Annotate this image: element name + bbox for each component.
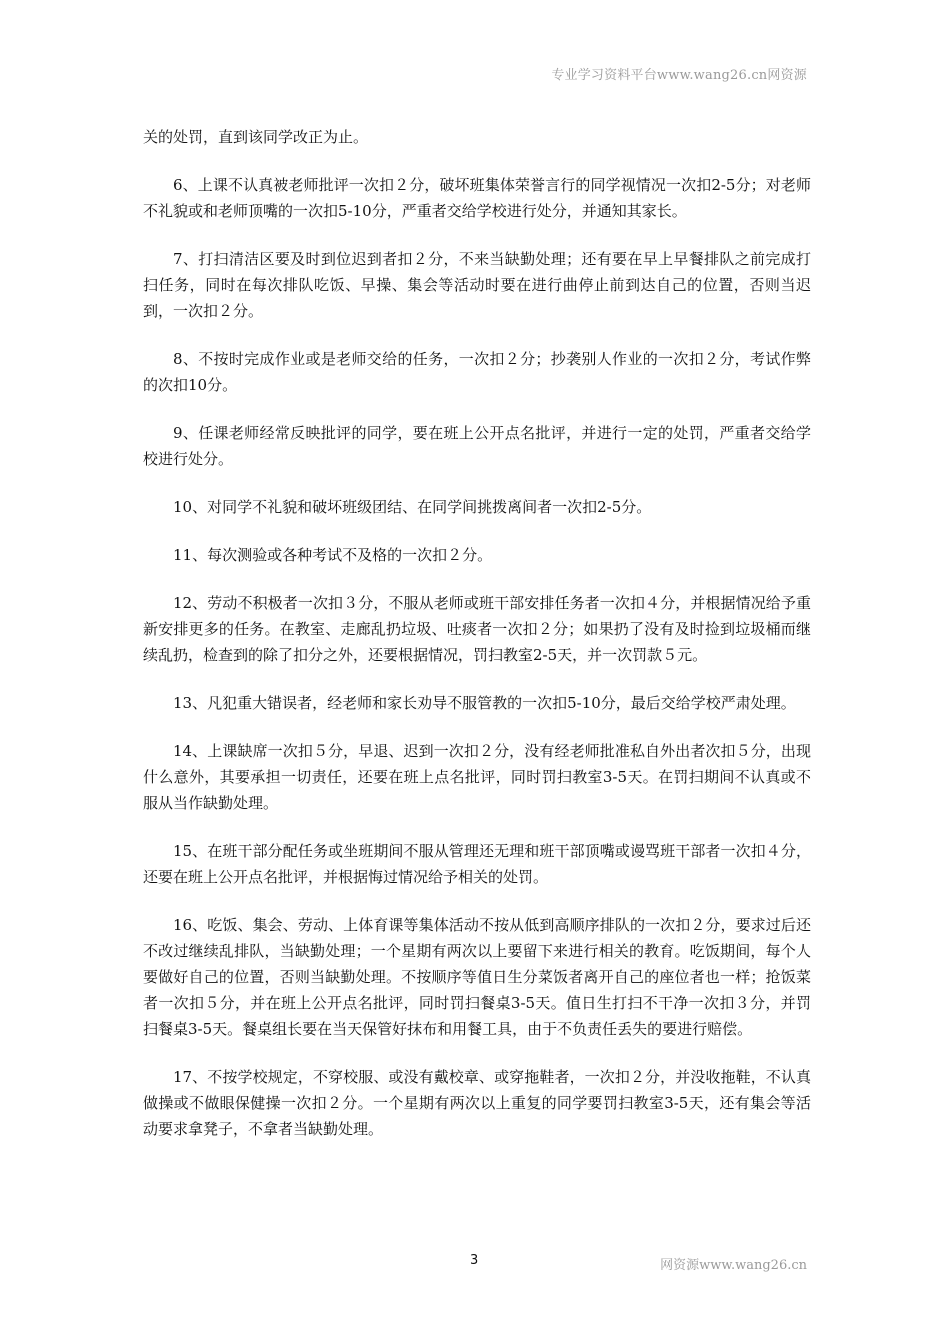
rule-item-13: 13、凡犯重大错误者，经老师和家长劝导不服管教的一次扣5-10分，最后交给学校严肃处理。: [173, 694, 796, 712]
rule-item-12: 12、劳动不积极者一次扣３分，不服从老师或班干部安排任务者一次扣４分，并根据情况给予重新安排更多的任务。在教室、走廊乱扔垃圾、吐痰者一次扣２分；如果扔了没有及时捡到垃圾桶而继续乱扔，检查到的除了扣分之外，还要根据情况，罚扫教室2-5天，并一次罚款５元。: [143, 594, 811, 664]
rule-item-9: 9、任课老师经常反映批评的同学，要在班上公开点名批评，并进行一定的处罚，严重者交给学校进行处分。: [143, 424, 811, 468]
rule-item-8: 8、不按时完成作业或是老师交给的任务，一次扣２分；抄袭别人作业的一次扣２分，考试作弊的次扣10分。: [143, 350, 811, 394]
footer-watermark: 网资源www.wang26.cn: [660, 1258, 807, 1273]
document-body: [143, 124, 811, 1164]
rule-item-11: 11、每次测验或各种考试不及格的一次扣２分。: [173, 546, 493, 564]
paragraph-continuation: 关的处罚，直到该同学改正为止。: [143, 128, 369, 146]
rule-item-7: 7、打扫清洁区要及时到位迟到者扣２分，不来当缺勤处理；还有要在早上早餐排队之前完成打扫任务，同时在每次排队吃饭、早操、集会等活动时要在进行曲停止前到达自己的位置，否则当迟到，一次扣２分。: [143, 250, 811, 320]
rule-item-15: 15、在班干部分配任务或坐班期间不服从管理还无理和班干部顶嘴或谩骂班干部者一次扣４分，还要在班上公开点名批评，并根据悔过情况给予相关的处罚。: [143, 842, 811, 886]
rule-item-14: 14、上课缺席一次扣５分，早退、迟到一次扣２分，没有经老师批准私自外出者次扣５分，出现什么意外，其要承担一切责任，还要在班上点名批评，同时罚扫教室3-5天。在罚扫期间不认真或不服从当作缺勤处理。: [143, 742, 811, 812]
rule-item-10: 10、对同学不礼貌和破坏班级团结、在同学间挑拨离间者一次扣2-5分。: [173, 498, 652, 516]
rule-item-6: 6、上课不认真被老师批评一次扣２分，破坏班集体荣誉言行的同学视情况一次扣2-5分；对老师不礼貌或和老师顶嘴的一次扣5-10分，严重者交给学校进行处分，并通知其家长。: [143, 176, 811, 220]
rule-item-16: 16、吃饭、集会、劳动、上体育课等集体活动不按从低到高顺序排队的一次扣２分，要求过后还不改过继续乱排队，当缺勤处理；一个星期有两次以上要留下来进行相关的教育。吃饭期间，每个人要做好自己的位置，否则当缺勤处理。不按顺序等值日生分菜饭者离开自己的座位者也一样；抢饭菜者一次扣５分，并在班上公开点名批评，同时罚扫餐桌3-5天。值日生打扫不干净一次扣３分，并罚扫餐桌3-5天。餐桌组长要在当天保管好抹布和用餐工具，由于不负责任丢失的要进行赔偿。: [143, 916, 811, 1038]
rule-item-17: 17、不按学校规定，不穿校服、或没有戴校章、或穿拖鞋者，一次扣２分，并没收拖鞋，不认真做操或不做眼保健操一次扣２分。一个星期有两次以上重复的同学要罚扫教室3-5天，还有集会等活动要求拿凳子，不拿者当缺勤处理。: [143, 1068, 811, 1138]
header-watermark: 专业学习资料平台www.wang26.cn网资源: [551, 68, 807, 83]
page-number: 3: [470, 1253, 479, 1268]
